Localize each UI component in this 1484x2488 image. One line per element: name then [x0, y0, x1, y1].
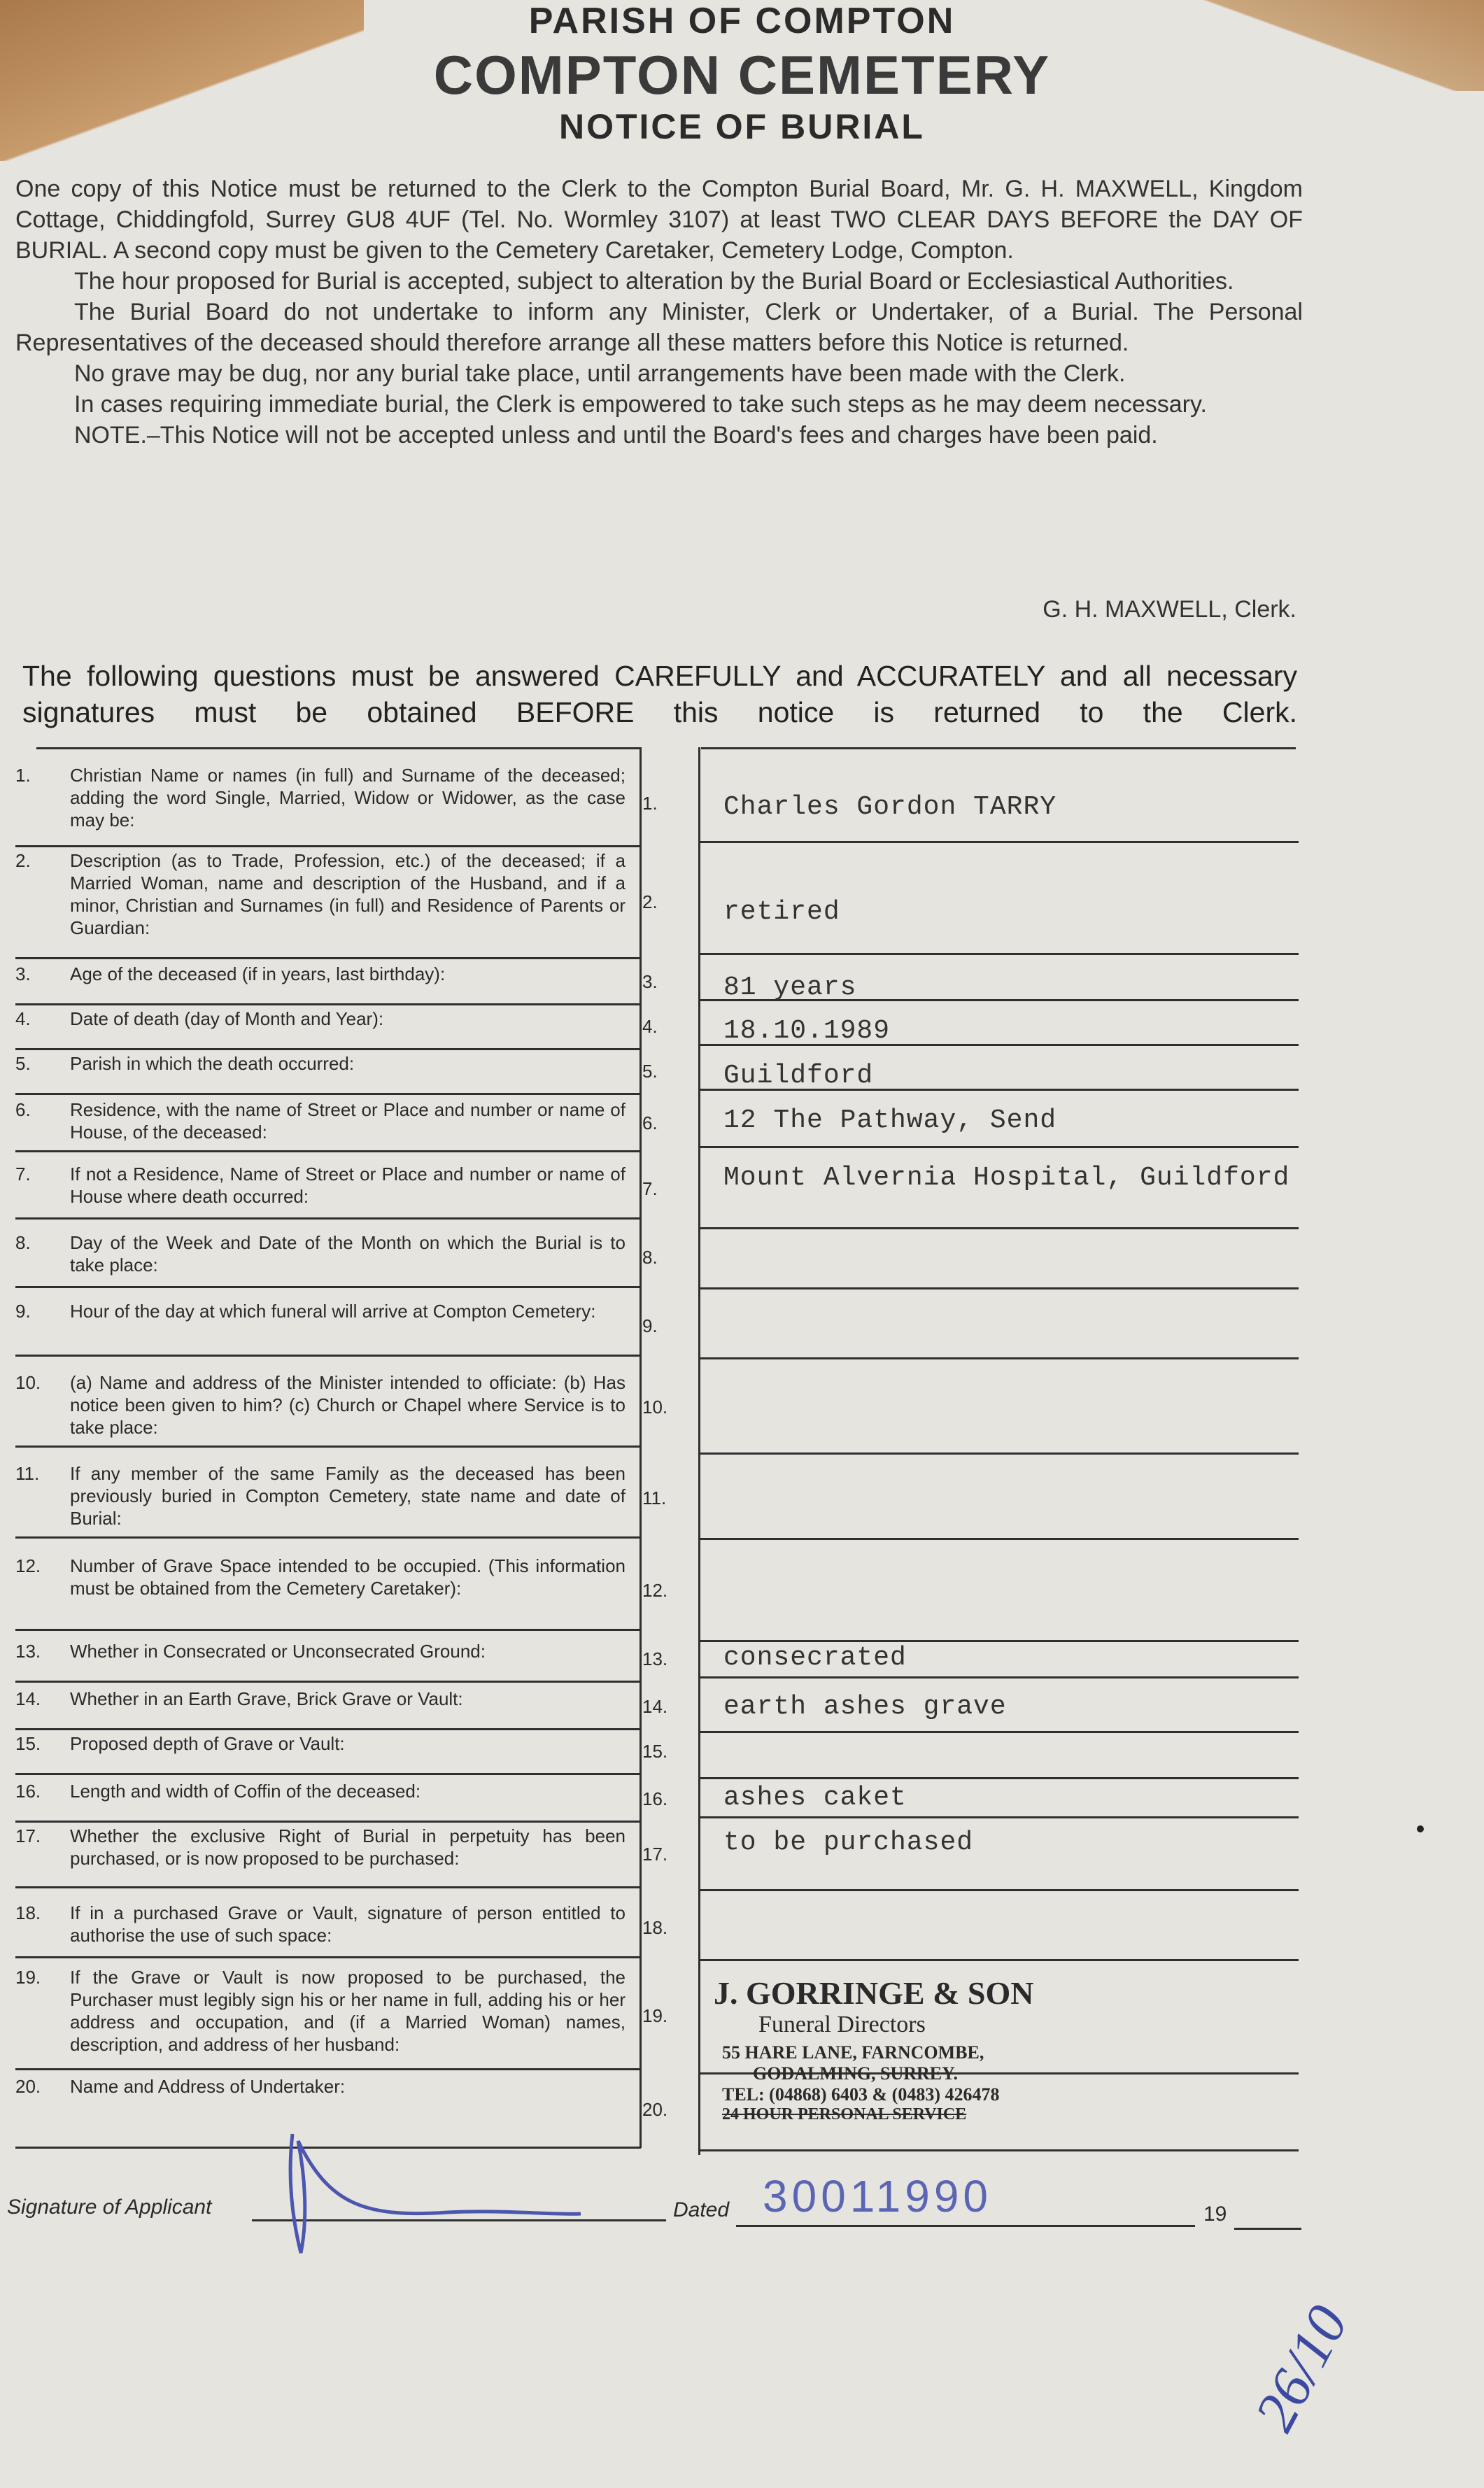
answer-17: to be purchased — [723, 1828, 974, 1858]
answer-14: earth ashes grave — [723, 1692, 1007, 1722]
answer-number: 15. — [642, 1741, 668, 1762]
intro-paragraph: NOTE.–This Notice will not be accepted unless and until the Board's fees and charges have been paid. — [74, 422, 1158, 448]
question-text: Date of death (day of Month and Year): — [70, 1008, 384, 1029]
question-number: 1. — [15, 765, 31, 786]
intro-paragraph: One copy of this Notice must be returned to the Clerk to the Compton Burial Board, Mr. G. H. MAXWELL, Kingdom Cottage, Chiddingfold, Surrey GU8 4UF (Tel. No. Wormley 3107) at least TWO CLEAR DAYS BEFORE the DAY OF BURIAL. A second copy must be given to the Cemetery Caretaker, Cemetery Lodge, Compton. — [15, 176, 1303, 264]
question-number: 6. — [15, 1099, 31, 1120]
answer-2: retired — [723, 897, 840, 927]
stamp-tel: TEL: (04868) 6403 & (0483) 426478 — [722, 2084, 1000, 2105]
question-text: If not a Residence, Name of Street or Place and number or name of House where death occurred: — [70, 1164, 626, 1207]
question-number: 8. — [15, 1232, 31, 1253]
answer-number: 17. — [642, 1844, 668, 1865]
margin-note-text: 26/10 — [1242, 2295, 1360, 2441]
question-text: Length and width of Coffin of the deceased: — [70, 1781, 421, 1802]
question-text: Day of the Week and Date of the Month on which the Burial is to take place: — [70, 1232, 626, 1275]
answer-number: 10. — [642, 1397, 668, 1418]
intro-paragraph: In cases requiring immediate burial, the Clerk is empowered to take such steps as he may deem necessary. — [74, 391, 1207, 418]
question-number: 4. — [15, 1008, 31, 1029]
answer-number: 8. — [642, 1247, 658, 1268]
question-number: 9. — [15, 1301, 31, 1322]
question-number: 11. — [15, 1463, 40, 1484]
year-label: 19 — [1203, 2203, 1227, 2226]
answer-number: 5. — [642, 1061, 658, 1082]
question-text: If the Grave or Vault is now proposed to be purchased, the Purchaser must legibly sign his or her name in full, adding his or her address and occupation, and (if a Married Woman) names, description, and address of her husband: — [70, 1967, 626, 2055]
instructions-heading: The following questions must be answered CAREFULLY and ACCURATELY and all necessary signatures must be obtained BEFORE this notice is returned to the Clerk. — [22, 660, 1297, 728]
answer-number: 12. — [642, 1580, 668, 1601]
dated-label: Dated — [673, 2198, 730, 2221]
answer-1: Charles Gordon TARRY — [723, 792, 1057, 822]
dated-value: 30011990 — [763, 2171, 992, 2221]
question-text: Description (as to Trade, Profession, etc.) of the deceased; if a Married Woman, name and description of the Husband, and if a minor, Christian and Surnames (in full) and Residence of Parents or Guardian: — [70, 850, 626, 938]
answer-number: 9. — [642, 1315, 658, 1336]
question-text: Age of the deceased (if in years, last birthday): — [70, 963, 446, 984]
question-text: Whether in Consecrated or Unconsecrated Ground: — [70, 1641, 486, 1662]
answer-number: 13. — [642, 1648, 668, 1669]
intro-paragraph: The hour proposed for Burial is accepted, subject to alteration by the Burial Board or Ecclesiastical Authorities. — [74, 268, 1234, 295]
answer-number: 1. — [642, 793, 658, 814]
question-text: If in a purchased Grave or Vault, signature of person entitled to authorise the use of such space: — [70, 1902, 626, 1946]
answer-number: 14. — [642, 1696, 668, 1717]
applicant-signature — [290, 2134, 581, 2253]
answer-16: ashes caket — [723, 1783, 907, 1813]
question-number: 20. — [15, 2076, 41, 2097]
answer-6: 12 The Pathway, Send — [723, 1105, 1057, 1136]
question-number: 7. — [15, 1164, 31, 1185]
question-number: 13. — [15, 1641, 41, 1662]
question-text: Residence, with the name of Street or Place and number or name of House, of the deceased: — [70, 1099, 626, 1143]
question-number: 19. — [15, 1967, 41, 1988]
answer-13: consecrated — [723, 1643, 907, 1673]
answer-number: 7. — [642, 1178, 658, 1199]
answer-7: Mount Alvernia Hospital, Guildford — [723, 1163, 1290, 1193]
answer-3: 81 years — [723, 973, 857, 1003]
question-text: Whether the exclusive Right of Burial in perpetuity has been purchased, or is now proposed to be purchased: — [70, 1825, 626, 1869]
cemetery-heading: COMPTON CEMETERY — [433, 44, 1051, 106]
question-number: 10. — [15, 1372, 41, 1393]
stamp-address-2: GODALMING, SURREY. — [753, 2063, 959, 2084]
stamp-name: J. GORRINGE & SON — [714, 1975, 1034, 2011]
question-text: (a) Name and address of the Minister intended to officiate: (b) Has notice been given to him? (c) Church or Chapel where Service is to take place: — [70, 1372, 626, 1438]
question-number: 15. — [15, 1733, 41, 1754]
stamp-address-1: 55 HARE LANE, FARNCOMBE, — [722, 2042, 984, 2063]
question-text: Parish in which the death occurred: — [70, 1053, 355, 1074]
clerk-signoff: G. H. MAXWELL, Clerk. — [1043, 596, 1296, 623]
question-text: Number of Grave Space intended to be occupied. (This information must be obtained from the Cemetery Caretaker): — [70, 1555, 626, 1599]
answer-number: 11. — [642, 1487, 667, 1508]
question-text: Christian Name or names (in full) and Surname of the deceased; adding the word Single, Married, Widow or Widower, as the case may be: — [70, 765, 626, 830]
answer-number: 16. — [642, 1788, 668, 1809]
stamp-title: Funeral Directors — [758, 2012, 926, 2037]
question-number: 18. — [15, 1902, 41, 1923]
question-number: 14. — [15, 1688, 41, 1709]
answer-number: 20. — [642, 2099, 668, 2120]
answer-number: 6. — [642, 1112, 658, 1133]
question-text: Hour of the day at which funeral will arrive at Compton Cemetery: — [70, 1301, 596, 1322]
answer-number: 3. — [642, 971, 658, 992]
answer-number: 18. — [642, 1917, 668, 1938]
answer-number: 4. — [642, 1016, 658, 1037]
answer-5: Guildford — [723, 1061, 874, 1091]
stamp-service: 24 HOUR PERSONAL SERVICE — [722, 2105, 967, 2123]
answer-number: 2. — [642, 891, 658, 912]
question-number: 16. — [15, 1781, 41, 1802]
parish-heading: PARISH OF COMPTON — [528, 1, 956, 41]
question-text: Name and Address of Undertaker: — [70, 2076, 346, 2097]
answer-4: 18.10.1989 — [723, 1016, 891, 1046]
question-text: Proposed depth of Grave or Vault: — [70, 1733, 345, 1754]
question-number: 3. — [15, 963, 31, 984]
intro-paragraph: The Burial Board do not undertake to inform any Minister, Clerk or Undertaker, of a Burial. The Personal Representatives of the deceased should therefore arrange all these matters before this Notice is returned. — [15, 299, 1303, 356]
notice-heading: NOTICE OF BURIAL — [559, 107, 925, 146]
question-number: 17. — [15, 1825, 41, 1846]
question-text: Whether in an Earth Grave, Brick Grave or Vault: — [70, 1688, 463, 1709]
question-number: 12. — [15, 1555, 41, 1576]
question-number: 5. — [15, 1053, 31, 1074]
signature-label: Signature of Applicant — [7, 2196, 212, 2219]
intro-paragraph: No grave may be dug, nor any burial take place, until arrangements have been made with the Clerk. — [74, 360, 1126, 387]
margin-note — [1243, 2296, 1360, 2441]
question-text: If any member of the same Family as the deceased has been previously buried in Compton Cemetery, state name and date of Burial: — [70, 1463, 626, 1529]
answer-number: 19. — [642, 2005, 668, 2026]
question-number: 2. — [15, 850, 31, 871]
ink-dot — [1417, 1825, 1424, 1832]
